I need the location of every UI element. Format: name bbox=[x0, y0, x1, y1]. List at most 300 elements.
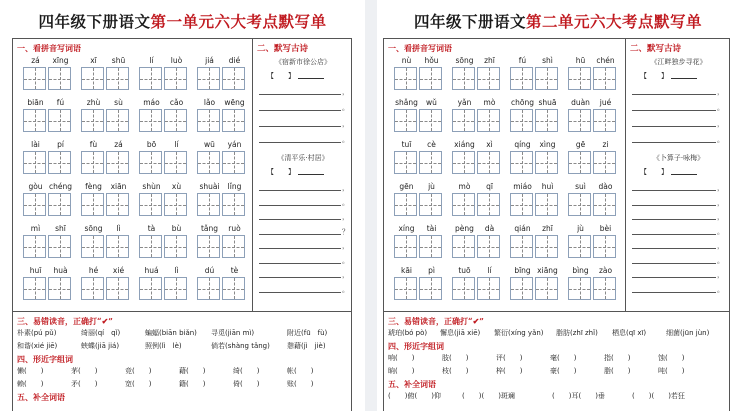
pinyin-label: dú bbox=[204, 266, 215, 275]
tianzige-writing-box[interactable] bbox=[197, 277, 220, 300]
pinyin-label: fú bbox=[518, 56, 527, 65]
pinyin-label: bù bbox=[171, 224, 182, 233]
tianzige-writing-box[interactable] bbox=[48, 193, 71, 216]
poem-title: 《清平乐·村居》 bbox=[277, 154, 329, 162]
tianzige-writing-box[interactable] bbox=[139, 109, 162, 132]
tianzige-writing-box[interactable] bbox=[510, 277, 533, 300]
pinyin-label: sù bbox=[114, 98, 123, 107]
pinyin-label: huá bbox=[144, 266, 159, 275]
section-title: 三、易错读音，正确打“✔” bbox=[17, 316, 113, 326]
pinyin-label: mì bbox=[30, 224, 41, 233]
punctuation: ， bbox=[717, 184, 724, 192]
tianzige-writing-box[interactable] bbox=[419, 151, 442, 174]
word-pair bbox=[197, 140, 247, 178]
word-pair bbox=[23, 98, 73, 136]
pinyin-row bbox=[17, 140, 249, 178]
tianzige-writing-box[interactable] bbox=[419, 193, 442, 216]
tianzige-writing-box[interactable] bbox=[222, 277, 245, 300]
fill-item[interactable]: 梓( ) bbox=[496, 367, 523, 375]
word-pair bbox=[394, 266, 444, 304]
tianzige-writing-box[interactable] bbox=[23, 67, 46, 90]
text-row bbox=[388, 352, 725, 365]
pinyin-label: biān bbox=[27, 98, 44, 107]
author-blank[interactable] bbox=[298, 174, 324, 175]
word-pair bbox=[452, 140, 502, 178]
tianzige-writing-box[interactable] bbox=[419, 67, 442, 90]
tianzige-writing-box[interactable] bbox=[81, 151, 104, 174]
tianzige-writing-box[interactable] bbox=[452, 235, 475, 258]
pinyin-label: xíng bbox=[398, 224, 415, 233]
word-pair bbox=[568, 182, 618, 220]
pinyin-label: qíng bbox=[514, 140, 531, 149]
tianzige-writing-box[interactable] bbox=[419, 235, 442, 258]
tianzige-writing-box[interactable] bbox=[106, 151, 129, 174]
word-pair bbox=[510, 140, 560, 178]
section-title: 一、看拼音写词语 bbox=[388, 43, 452, 53]
pronunciation-item[interactable]: 憩藉(jì jiè) bbox=[287, 342, 326, 350]
tianzige-writing-box[interactable] bbox=[139, 277, 162, 300]
tianzige-writing-box[interactable] bbox=[510, 235, 533, 258]
fill-item[interactable]: 吨( ) bbox=[658, 367, 685, 375]
fill-item[interactable]: 籍( ) bbox=[179, 380, 206, 388]
page-title: 四年级下册语文第一单元六大考点默写单 bbox=[38, 12, 327, 31]
tianzige-writing-box[interactable] bbox=[23, 277, 46, 300]
section-title: 四、形近字组词 bbox=[388, 341, 444, 351]
pinyin-label: jué bbox=[599, 98, 612, 107]
tianzige-writing-box[interactable] bbox=[222, 235, 245, 258]
pinyin-label: bèi bbox=[599, 224, 612, 233]
pronunciation-item[interactable]: 倘若(shàng tǎng) bbox=[211, 342, 270, 350]
poem-author-field[interactable] bbox=[640, 71, 697, 81]
punctuation: 。 bbox=[717, 256, 724, 265]
punctuation: 。 bbox=[717, 227, 724, 236]
tianzige-writing-box[interactable] bbox=[23, 235, 46, 258]
tianzige-writing-box[interactable] bbox=[394, 151, 417, 174]
word-pair bbox=[81, 224, 131, 262]
tianzige-writing-box[interactable] bbox=[197, 109, 220, 132]
pinyin-label: tuī bbox=[401, 140, 412, 149]
tianzige-writing-box[interactable] bbox=[535, 67, 558, 90]
section-ancient-poems bbox=[626, 39, 731, 311]
punctuation: 。 bbox=[342, 198, 349, 207]
pinyin-label: lì bbox=[116, 224, 121, 233]
tianzige-writing-box[interactable] bbox=[48, 235, 71, 258]
tianzige-writing-box[interactable] bbox=[48, 277, 71, 300]
pinyin-label: shī bbox=[55, 224, 66, 233]
word-pair bbox=[394, 182, 444, 220]
author-blank[interactable] bbox=[671, 78, 697, 79]
word-pair bbox=[568, 98, 618, 136]
poem-author-field[interactable] bbox=[267, 167, 324, 177]
tianzige-writing-box[interactable] bbox=[164, 109, 187, 132]
tianzige-writing-box[interactable] bbox=[106, 277, 129, 300]
pinyin-label: qī bbox=[486, 182, 493, 191]
pinyin-label: tǎng bbox=[200, 224, 219, 233]
fill-item[interactable]: 账( ) bbox=[287, 380, 314, 388]
word-pair bbox=[81, 266, 131, 304]
tianzige-writing-box[interactable] bbox=[452, 151, 475, 174]
underline bbox=[259, 263, 341, 264]
tianzige-writing-box[interactable] bbox=[452, 277, 475, 300]
fill-item[interactable]: ( )( )若狂 bbox=[632, 392, 685, 400]
fill-item[interactable]: 赖( ) bbox=[17, 380, 44, 388]
pinyin-label: hū bbox=[575, 56, 586, 65]
worksheet-page-unit1 bbox=[0, 0, 365, 411]
tianzige-writing-box[interactable] bbox=[510, 193, 533, 216]
tianzige-writing-box[interactable] bbox=[452, 193, 475, 216]
pronunciation-item[interactable]: 照例(lì lè) bbox=[145, 342, 182, 350]
fill-item[interactable]: 指( ) bbox=[604, 354, 631, 362]
author-brackets: 【 】 bbox=[640, 168, 668, 176]
tianzige-writing-box[interactable] bbox=[568, 277, 591, 300]
punctuation: 。 bbox=[342, 104, 349, 112]
pinyin-label: gòu bbox=[28, 182, 43, 191]
pinyin-label: xiāng bbox=[537, 266, 558, 275]
tianzige-writing-box[interactable] bbox=[81, 67, 104, 90]
fill-item[interactable]: 蚀( ) bbox=[658, 354, 685, 362]
tianzige-writing-box[interactable] bbox=[222, 151, 245, 174]
pinyin-label: lí bbox=[487, 266, 492, 275]
pinyin-label: shǎng bbox=[395, 98, 418, 107]
tianzige-writing-box[interactable] bbox=[593, 193, 616, 216]
poem-author-field[interactable] bbox=[267, 71, 324, 81]
word-pair bbox=[139, 140, 189, 178]
pronunciation-item[interactable]: 蛱蝶(jiā jiá) bbox=[81, 342, 120, 350]
fill-item[interactable]: ( )( )斑斓 bbox=[462, 392, 515, 400]
word-pair bbox=[197, 56, 247, 94]
pinyin-row bbox=[17, 266, 249, 304]
pinyin-row bbox=[388, 56, 620, 94]
tianzige-writing-box[interactable] bbox=[164, 67, 187, 90]
tianzige-writing-box[interactable] bbox=[48, 151, 71, 174]
section-title: 五、补全词语 bbox=[388, 379, 436, 389]
pinyin-label: mò bbox=[458, 182, 471, 191]
tianzige-writing-box[interactable] bbox=[222, 109, 245, 132]
pinyin-row bbox=[388, 224, 620, 262]
tianzige-writing-box[interactable] bbox=[23, 151, 46, 174]
tianzige-writing-box[interactable] bbox=[510, 109, 533, 132]
text-row bbox=[388, 365, 725, 378]
pronunciation-item[interactable]: 繁衍(xíng yǎn) bbox=[494, 329, 544, 337]
lower-sections bbox=[384, 311, 729, 403]
author-blank[interactable] bbox=[298, 78, 324, 79]
tianzige-writing-box[interactable] bbox=[477, 277, 500, 300]
word-pair bbox=[139, 98, 189, 136]
pinyin-label: xiáng bbox=[454, 140, 475, 149]
tianzige-writing-box[interactable] bbox=[419, 277, 442, 300]
underline bbox=[632, 110, 716, 111]
pinyin-label: shuā bbox=[538, 98, 557, 107]
fill-item[interactable]: 藉( ) bbox=[179, 367, 206, 375]
punctuation: 。 bbox=[717, 136, 724, 144]
pronunciation-item[interactable]: 懈息(jiā xiē) bbox=[440, 329, 481, 337]
fill-item[interactable]: 豪( ) bbox=[550, 367, 577, 375]
tianzige-writing-box[interactable] bbox=[81, 193, 104, 216]
tianzige-writing-box[interactable] bbox=[568, 151, 591, 174]
pinyin-label: fèng bbox=[85, 182, 102, 191]
fill-item[interactable]: 脂( ) bbox=[604, 367, 631, 375]
punctuation: ， bbox=[717, 198, 724, 207]
pronunciation-item[interactable]: 绮丽(qí qǐ) bbox=[81, 329, 121, 337]
tianzige-writing-box[interactable] bbox=[106, 235, 129, 258]
pinyin-label: cè bbox=[427, 140, 436, 149]
pinyin-label: shū bbox=[111, 56, 126, 65]
fill-item[interactable]: 倚( ) bbox=[233, 380, 260, 388]
punctuation: ， bbox=[342, 213, 349, 221]
worksheet-page-unit2 bbox=[377, 0, 739, 411]
tianzige-writing-box[interactable] bbox=[48, 67, 71, 90]
tianzige-writing-box[interactable] bbox=[197, 235, 220, 258]
word-pair bbox=[510, 224, 560, 262]
tianzige-writing-box[interactable] bbox=[535, 193, 558, 216]
pinyin-label: yán bbox=[227, 140, 242, 149]
punctuation: ， bbox=[717, 88, 724, 96]
pinyin-label: jiá bbox=[205, 56, 214, 65]
tianzige-writing-box[interactable] bbox=[164, 277, 187, 300]
pronunciation-item[interactable]: 栖息(qī xī) bbox=[612, 329, 647, 337]
tianzige-writing-box[interactable] bbox=[222, 67, 245, 90]
tianzige-writing-box[interactable] bbox=[477, 235, 500, 258]
word-pair bbox=[568, 56, 618, 94]
tianzige-writing-box[interactable] bbox=[593, 151, 616, 174]
tianzige-writing-box[interactable] bbox=[222, 193, 245, 216]
tianzige-writing-box[interactable] bbox=[81, 235, 104, 258]
pinyin-label: huà bbox=[53, 266, 68, 275]
tianzige-writing-box[interactable] bbox=[535, 151, 558, 174]
poem-author-field[interactable] bbox=[640, 167, 697, 177]
punctuation: ， bbox=[717, 120, 724, 128]
author-blank[interactable] bbox=[671, 174, 697, 175]
fill-item[interactable]: 茅( ) bbox=[71, 367, 98, 375]
fill-item[interactable]: 帐( ) bbox=[287, 367, 314, 375]
punctuation: ， bbox=[717, 242, 724, 250]
pinyin-label: xié bbox=[112, 266, 125, 275]
pinyin-label: lǐng bbox=[227, 182, 242, 191]
tianzige-writing-box[interactable] bbox=[23, 193, 46, 216]
punctuation: 。 bbox=[717, 104, 724, 112]
pronunciation-item[interactable]: 附近(fū fù) bbox=[287, 329, 328, 337]
tianzige-writing-box[interactable] bbox=[477, 109, 500, 132]
tianzige-writing-box[interactable] bbox=[81, 109, 104, 132]
word-pair bbox=[510, 182, 560, 220]
worksheet-frame bbox=[383, 38, 730, 411]
section-pinyin-words bbox=[13, 39, 253, 311]
tianzige-writing-box[interactable] bbox=[164, 193, 187, 216]
tianzige-writing-box[interactable] bbox=[139, 67, 162, 90]
tianzige-writing-box[interactable] bbox=[593, 235, 616, 258]
underline bbox=[632, 248, 716, 249]
word-pair bbox=[23, 182, 73, 220]
pinyin-label: xì bbox=[486, 140, 493, 149]
text-row bbox=[17, 365, 347, 378]
tianzige-writing-box[interactable] bbox=[81, 277, 104, 300]
tianzige-writing-box[interactable] bbox=[593, 277, 616, 300]
punctuation: 。 bbox=[717, 285, 724, 294]
tianzige-writing-box[interactable] bbox=[139, 193, 162, 216]
pinyin-label: xīng bbox=[52, 56, 69, 65]
pinyin-label: zá bbox=[31, 56, 40, 65]
text-row bbox=[17, 378, 347, 391]
pinyin-label: lí bbox=[174, 140, 179, 149]
tianzige-writing-box[interactable] bbox=[394, 277, 417, 300]
pronunciation-item[interactable]: 朴素(pú pǔ) bbox=[17, 329, 57, 337]
word-pair bbox=[23, 224, 73, 262]
fill-item[interactable]: 绮( ) bbox=[233, 367, 260, 375]
fill-item[interactable]: 矛( ) bbox=[71, 380, 98, 388]
word-pair bbox=[510, 56, 560, 94]
pinyin-label: dà bbox=[484, 224, 495, 233]
word-pair bbox=[197, 224, 247, 262]
tianzige-writing-box[interactable] bbox=[593, 67, 616, 90]
pinyin-label: shùn bbox=[142, 182, 161, 191]
pinyin-row bbox=[17, 182, 249, 220]
tianzige-writing-box[interactable] bbox=[48, 109, 71, 132]
fill-item[interactable]: 竞( ) bbox=[125, 367, 152, 375]
word-pair bbox=[452, 98, 502, 136]
underline bbox=[259, 277, 341, 278]
tianzige-writing-box[interactable] bbox=[394, 109, 417, 132]
word-pair bbox=[81, 56, 131, 94]
fill-item[interactable]: 毫( ) bbox=[550, 354, 577, 362]
underline bbox=[259, 94, 341, 95]
underline bbox=[632, 234, 716, 235]
pinyin-label: dié bbox=[228, 56, 241, 65]
tianzige-writing-box[interactable] bbox=[510, 151, 533, 174]
fill-item[interactable]: ( )俯( )仰 bbox=[388, 392, 441, 400]
punctuation: ， bbox=[342, 242, 349, 250]
tianzige-writing-box[interactable] bbox=[106, 193, 129, 216]
tianzige-writing-box[interactable] bbox=[394, 235, 417, 258]
tianzige-writing-box[interactable] bbox=[106, 67, 129, 90]
pinyin-label: fù bbox=[89, 140, 98, 149]
tianzige-writing-box[interactable] bbox=[568, 235, 591, 258]
pronunciation-item[interactable]: 琥珀(bó pò) bbox=[388, 329, 428, 337]
pinyin-label: zhī bbox=[484, 56, 495, 65]
tianzige-writing-box[interactable] bbox=[394, 193, 417, 216]
author-brackets: 【 】 bbox=[640, 72, 668, 80]
tianzige-writing-box[interactable] bbox=[139, 151, 162, 174]
word-pair bbox=[197, 266, 247, 304]
underline bbox=[632, 126, 716, 127]
punctuation: ， bbox=[717, 271, 724, 279]
section-title: 二、默写古诗 bbox=[630, 44, 682, 54]
pinyin-row bbox=[388, 98, 620, 136]
word-pair bbox=[568, 140, 618, 178]
pronunciation-item[interactable]: 蝙蝠(biān biǎn) bbox=[145, 329, 197, 337]
punctuation: ？ bbox=[342, 227, 349, 236]
tianzige-writing-box[interactable] bbox=[568, 67, 591, 90]
tianzige-writing-box[interactable] bbox=[510, 67, 533, 90]
punctuation: ， bbox=[342, 88, 349, 96]
tianzige-writing-box[interactable] bbox=[164, 151, 187, 174]
pinyin-label: dào bbox=[598, 182, 613, 191]
tianzige-writing-box[interactable] bbox=[197, 151, 220, 174]
fill-item[interactable]: 懒( ) bbox=[17, 367, 44, 375]
fill-item[interactable]: ( )耳( )垂 bbox=[552, 392, 605, 400]
pinyin-label: luò bbox=[170, 56, 183, 65]
section-title: 二、默写古诗 bbox=[257, 44, 309, 54]
pinyin-label: jù bbox=[577, 224, 584, 233]
tianzige-writing-box[interactable] bbox=[568, 109, 591, 132]
fill-item[interactable]: 宽( ) bbox=[125, 380, 152, 388]
pinyin-label: sōng bbox=[84, 224, 103, 233]
underline bbox=[632, 190, 716, 191]
fill-item[interactable]: 枝( ) bbox=[442, 367, 469, 375]
fill-item[interactable]: 晌( ) bbox=[388, 367, 415, 375]
tianzige-writing-box[interactable] bbox=[477, 151, 500, 174]
word-pair bbox=[510, 266, 560, 304]
pinyin-label: zào bbox=[598, 266, 613, 275]
word-pair bbox=[139, 56, 189, 94]
pronunciation-item[interactable]: 和谐(xié jiē) bbox=[17, 342, 58, 350]
word-pair bbox=[394, 98, 444, 136]
pinyin-label: xìng bbox=[539, 140, 556, 149]
word-pair bbox=[197, 98, 247, 136]
tianzige-writing-box[interactable] bbox=[197, 193, 220, 216]
tianzige-writing-box[interactable] bbox=[419, 109, 442, 132]
page-gap bbox=[365, 0, 377, 411]
tianzige-writing-box[interactable] bbox=[477, 193, 500, 216]
pronunciation-item[interactable]: 细菌(jūn jùn) bbox=[666, 329, 710, 337]
pinyin-label: tuō bbox=[458, 266, 471, 275]
pinyin-label: wǔ bbox=[426, 98, 437, 107]
tianzige-writing-box[interactable] bbox=[164, 235, 187, 258]
section-title: 一、看拼音写词语 bbox=[17, 43, 81, 53]
fill-item[interactable]: 肢( ) bbox=[442, 354, 469, 362]
lower-sections bbox=[13, 311, 351, 403]
word-pair bbox=[568, 266, 618, 304]
pinyin-label: pì bbox=[428, 266, 435, 275]
pinyin-label: bīng bbox=[514, 266, 531, 275]
pinyin-label: lí bbox=[149, 56, 154, 65]
underline bbox=[259, 126, 341, 127]
tianzige-writing-box[interactable] bbox=[535, 235, 558, 258]
word-pair bbox=[23, 266, 73, 304]
tianzige-writing-box[interactable] bbox=[197, 67, 220, 90]
pinyin-label: hǒu bbox=[424, 56, 439, 65]
underline bbox=[632, 277, 716, 278]
pinyin-label: cǎo bbox=[169, 98, 184, 107]
pronunciation-item[interactable]: 寻觅(jiān mì) bbox=[211, 329, 255, 337]
pinyin-label: gēn bbox=[399, 182, 414, 191]
fill-item[interactable]: 评( ) bbox=[496, 354, 523, 362]
tianzige-writing-box[interactable] bbox=[593, 109, 616, 132]
tianzige-writing-box[interactable] bbox=[23, 109, 46, 132]
punctuation: ， bbox=[342, 184, 349, 192]
text-row bbox=[17, 327, 347, 340]
tianzige-writing-box[interactable] bbox=[139, 235, 162, 258]
pinyin-label: bō bbox=[146, 140, 157, 149]
tianzige-writing-box[interactable] bbox=[477, 67, 500, 90]
tianzige-writing-box[interactable] bbox=[452, 109, 475, 132]
tianzige-writing-box[interactable] bbox=[535, 277, 558, 300]
pronunciation-item[interactable]: 脂肪(zhī zhǐ) bbox=[556, 329, 598, 337]
word-pair bbox=[139, 182, 189, 220]
tianzige-writing-box[interactable] bbox=[452, 67, 475, 90]
tianzige-writing-box[interactable] bbox=[535, 109, 558, 132]
underline bbox=[259, 205, 341, 206]
fill-item[interactable]: 响( ) bbox=[388, 354, 415, 362]
tianzige-writing-box[interactable] bbox=[106, 109, 129, 132]
tianzige-writing-box[interactable] bbox=[394, 67, 417, 90]
word-pair bbox=[139, 266, 189, 304]
word-pair bbox=[81, 98, 131, 136]
pinyin-label: zá bbox=[114, 140, 123, 149]
pinyin-label: suì bbox=[575, 182, 586, 191]
pinyin-row bbox=[17, 224, 249, 262]
pinyin-row bbox=[388, 182, 620, 220]
tianzige-writing-box[interactable] bbox=[568, 193, 591, 216]
